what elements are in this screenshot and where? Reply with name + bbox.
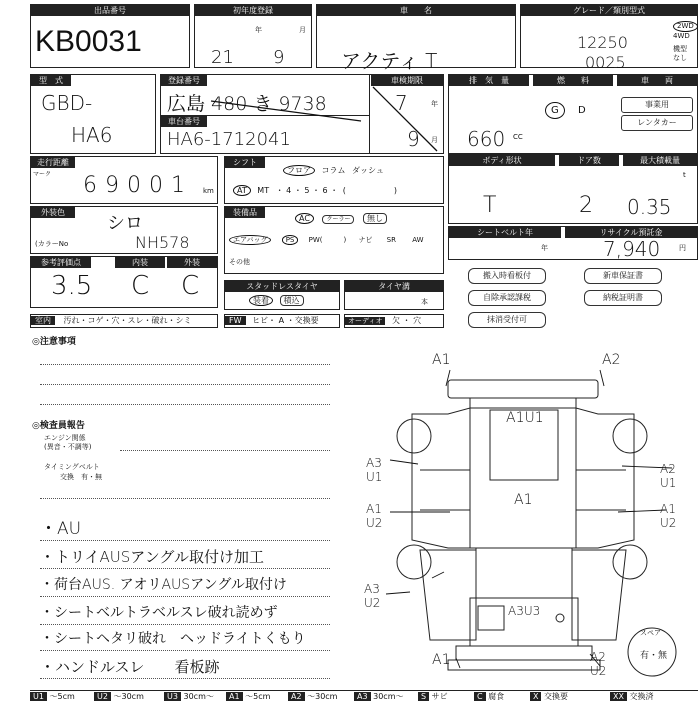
eq-cooler-option: クーラー [322,215,354,224]
model-line1: GBD- [41,91,93,115]
audio-items: 欠 ・ 穴 [392,316,422,325]
damage-mark-a1-right2: A1 [660,502,676,516]
damage-mark-u2-front: U2 [590,664,607,678]
spare-value: 有・無 [640,651,668,661]
seatbelt-header: シートベルト年 [449,227,561,238]
lot-number-header: 出品番号 [31,5,189,16]
legend-desc-u3: 30cm〜 [183,692,214,701]
legend-code-xx: XX [610,692,627,701]
legend-desc-xx: 交換済 [629,692,654,701]
inspection-header: 車検期限 [371,75,443,86]
inspection-month: 9 [407,127,420,151]
studless-header: スタッドレスタイヤ [225,281,339,292]
shift-at-option: AT [233,185,251,196]
legend-desc-u1: 〜5cm [49,692,75,701]
color-code-label: (カラーNo [35,240,69,248]
fuel-g-option: G [545,102,565,119]
fuel-d-option: D [577,105,586,116]
model-box [30,74,156,154]
studless-box [224,280,340,310]
legend-desc-u2: 〜30cm [113,692,144,701]
damage-mark-a2-right: A2 [660,462,676,476]
insp-month-label: 月 [431,136,438,144]
timing-value: 交換 有・無 [60,473,102,481]
yen-label: 円 [679,244,686,252]
car-name: アクティ T [341,49,438,73]
engine-box [448,74,698,154]
nashi-label: なし [673,54,687,62]
legend-code-a2: A2 [288,692,305,701]
eq-sr-option: SR [386,236,396,244]
model-line2: HA6 [71,123,113,147]
legend-code-a3: A3 [354,692,371,701]
interior-grade: C [131,271,150,301]
year-label: 年 [255,26,262,34]
grade-code2: 0025 [585,53,626,72]
eq-ps-option: PS [282,235,299,245]
pill-tax-cert: 納税証明書 [584,290,662,306]
legend-code-u3: U3 [164,692,181,701]
legend-desc-a2: 〜30cm [307,692,338,701]
eq-other-label: その他 [229,258,250,266]
damage-mark-a1-left2: A1 [366,502,382,516]
eq-aw-option: AW [412,236,424,244]
first-reg-month: 9 [273,47,285,68]
shift-box [224,156,444,204]
fw-condition-row [224,314,340,328]
legend-code-a1: A1 [226,692,243,701]
legend-desc-s: サビ [431,692,448,701]
inspector-line-5: ・シートヘタリ破れ ヘッドライトくもり [40,631,306,647]
color-code: NH578 [135,233,190,252]
shift-mt-option: MT [257,186,270,195]
stud-have-option: 装着 [249,295,273,306]
score: 3.5 [51,271,93,301]
reg-box [160,74,444,154]
fw-label: FW [225,316,246,325]
grade-box [520,4,698,72]
km-label: km [203,187,214,195]
seatbelt-unit: 年 [541,244,548,252]
max-load: 0.35 [627,195,672,219]
damage-mark-u2-left2: U2 [366,516,383,530]
shift-header: シフト [225,157,265,168]
grade-header: グレード／類別型式 [521,5,697,16]
inspector-line-2: ・トリイAUSアングル取付け加工 [40,548,264,566]
recycle: 7,940 [603,237,661,261]
stud-load-option: 積込 [280,295,304,306]
legend-desc-x: 交換要 [544,692,569,701]
timing-label: タイミングベルト [44,463,100,471]
drive-2wd-option: 2WD [673,21,698,32]
doors: 2 [579,193,593,218]
legend-code-c: C [474,692,486,701]
month-label: 月 [299,26,306,34]
legend-code-s: S [418,692,429,701]
exterior-header: 外装 [167,257,217,268]
chassis-no: HA6-1712041 [167,129,291,150]
drive-4wd-option: 4WD [673,32,690,40]
tire-box [344,280,444,310]
max-load-header: 最大積載量 [623,155,697,166]
audio-label: オーディオ [345,317,385,325]
pill-cancel: 抹消受付可 [468,312,546,328]
inspector-line-3: ・荷台AUS. アオリAUSアングル取付け [40,577,287,593]
strike-lines [161,75,445,155]
damage-mark-a3-left: A3 [366,456,382,470]
inspector-line-1: ・AU [40,519,82,539]
inspector-line-6: ・ハンドルスレ 看板跡 [40,658,220,676]
shift-speeds: ・ 4 ・ 5 ・ 6 ・ [275,186,339,195]
fw-items: ヒビ・ A ・交換要 [252,316,319,325]
meter-label: マーク [33,171,52,178]
damage-mark-a2-top: A2 [602,352,621,368]
spare-title: スペア [640,629,661,637]
cc-label: CC [513,133,523,141]
legend-code-x: X [530,692,541,701]
legend-code-u1: U1 [30,692,47,701]
damage-mark-a3u3-front: A3U3 [508,604,541,618]
rental-option: レンタカー [621,115,693,131]
body-box [448,154,698,224]
eq-ac-option: AC [295,213,314,224]
audio-condition-row [344,314,444,328]
legend-bar [30,690,698,703]
shift-paren: ( ) [342,186,397,195]
fuel-header: 燃 料 [533,75,613,86]
score-box [30,256,218,308]
first-reg-header: 初年度登録 [195,5,311,16]
inspection-year: 7 [395,91,408,115]
equipment-header: 装備品 [225,207,265,218]
lot-number-box [30,4,190,68]
grade-code1: 12250 [577,33,628,52]
damage-mark-a1-front: A1 [432,652,451,668]
pill-kanban: 搬入時看板付 [468,268,546,284]
score-header: 参考評価点 [31,257,91,268]
interior-condition-row [30,314,218,328]
mileage-header: 走行距離 [31,157,75,168]
first-reg-year: 21 [211,47,234,68]
model-header: 型 式 [31,75,71,86]
body-shape-header: ボディ形状 [449,155,555,166]
color: シロ [107,213,143,234]
interior-header: 内装 [115,257,165,268]
damage-mark-a2-front: A2 [590,650,606,664]
chassis-no-header: 車台番号 [161,116,207,127]
exterior-grade: C [181,271,200,301]
lot-number: KB0031 [35,25,142,58]
legend-desc-a1: 〜5cm [245,692,271,701]
pill-warranty: 新車保証書 [584,268,662,284]
damage-mark-u1-left: U1 [366,470,383,484]
eq-airbag-option: エアバッグ [229,235,271,245]
inspector-line-4: ・シートベルトラベルスレ破れ読めず [40,605,278,621]
body-shape: T [483,193,497,218]
car-name-header: 車 名 [317,5,515,16]
reg-no: 広島 480 き 9738 [167,93,327,115]
car-type-header: 車 両 [617,75,697,86]
kata-label: 機型 [673,45,687,53]
damage-mark-a1u1-bed: A1U1 [506,410,544,426]
damage-mark-u2-right2: U2 [660,516,677,530]
interior-row-label: 室内 [31,316,55,325]
eq-navi-option: ナビ [358,236,373,244]
displacement-header: 排 気 量 [449,75,529,86]
insp-year-label: 年 [431,100,438,108]
damage-mark-u2-left3: U2 [364,596,381,610]
tire-header: タイヤ溝 [345,281,443,292]
notes-heading: ◎注意事項 [32,337,76,347]
recycle-header: リサイクル預託金 [565,227,697,238]
inspector-heading: ◎検査員報告 [32,421,85,431]
damage-mark-a1-top: A1 [432,352,451,368]
equipment-box [224,206,444,274]
seatbelt-recycle-box [448,226,698,260]
reg-no-header: 登録番号 [161,75,207,86]
legend-desc-c: 腐食 [488,692,505,701]
interior-row-items: 汚れ・コゲ・穴・スレ・破れ・シミ [63,316,192,325]
mileage: 69001 [83,173,193,198]
jigyo-option: 事業用 [621,97,693,113]
car-name-box [316,4,516,73]
shift-dash-option: ダッシュ [352,166,384,175]
damage-mark-u1-right: U1 [660,476,677,490]
color-header: 外装色 [31,207,75,218]
eq-pw-option: PW( ) [308,236,347,244]
legend-desc-a3: 30cm〜 [373,692,404,701]
mileage-box [30,156,218,204]
pill-tax-approval: 自除承認課税 [468,290,546,306]
engine-sub: (異音・不調等) [44,443,92,451]
displacement: 660 [467,127,506,151]
engine-label: エンジン関係 [44,434,86,442]
eq-none-option: 無し [363,213,387,224]
shift-floor-option: フロア [283,165,315,176]
ton-label: t [683,171,686,179]
damage-mark-a3-left3: A3 [364,582,380,596]
first-reg-box [194,4,312,68]
tire-unit: 本 [421,298,428,306]
doors-header: ドア数 [559,155,619,166]
damage-mark-a1-center: A1 [514,492,533,508]
shift-column-option: コラム [321,166,346,175]
legend-code-u2: U2 [94,692,111,701]
color-box [30,206,218,254]
